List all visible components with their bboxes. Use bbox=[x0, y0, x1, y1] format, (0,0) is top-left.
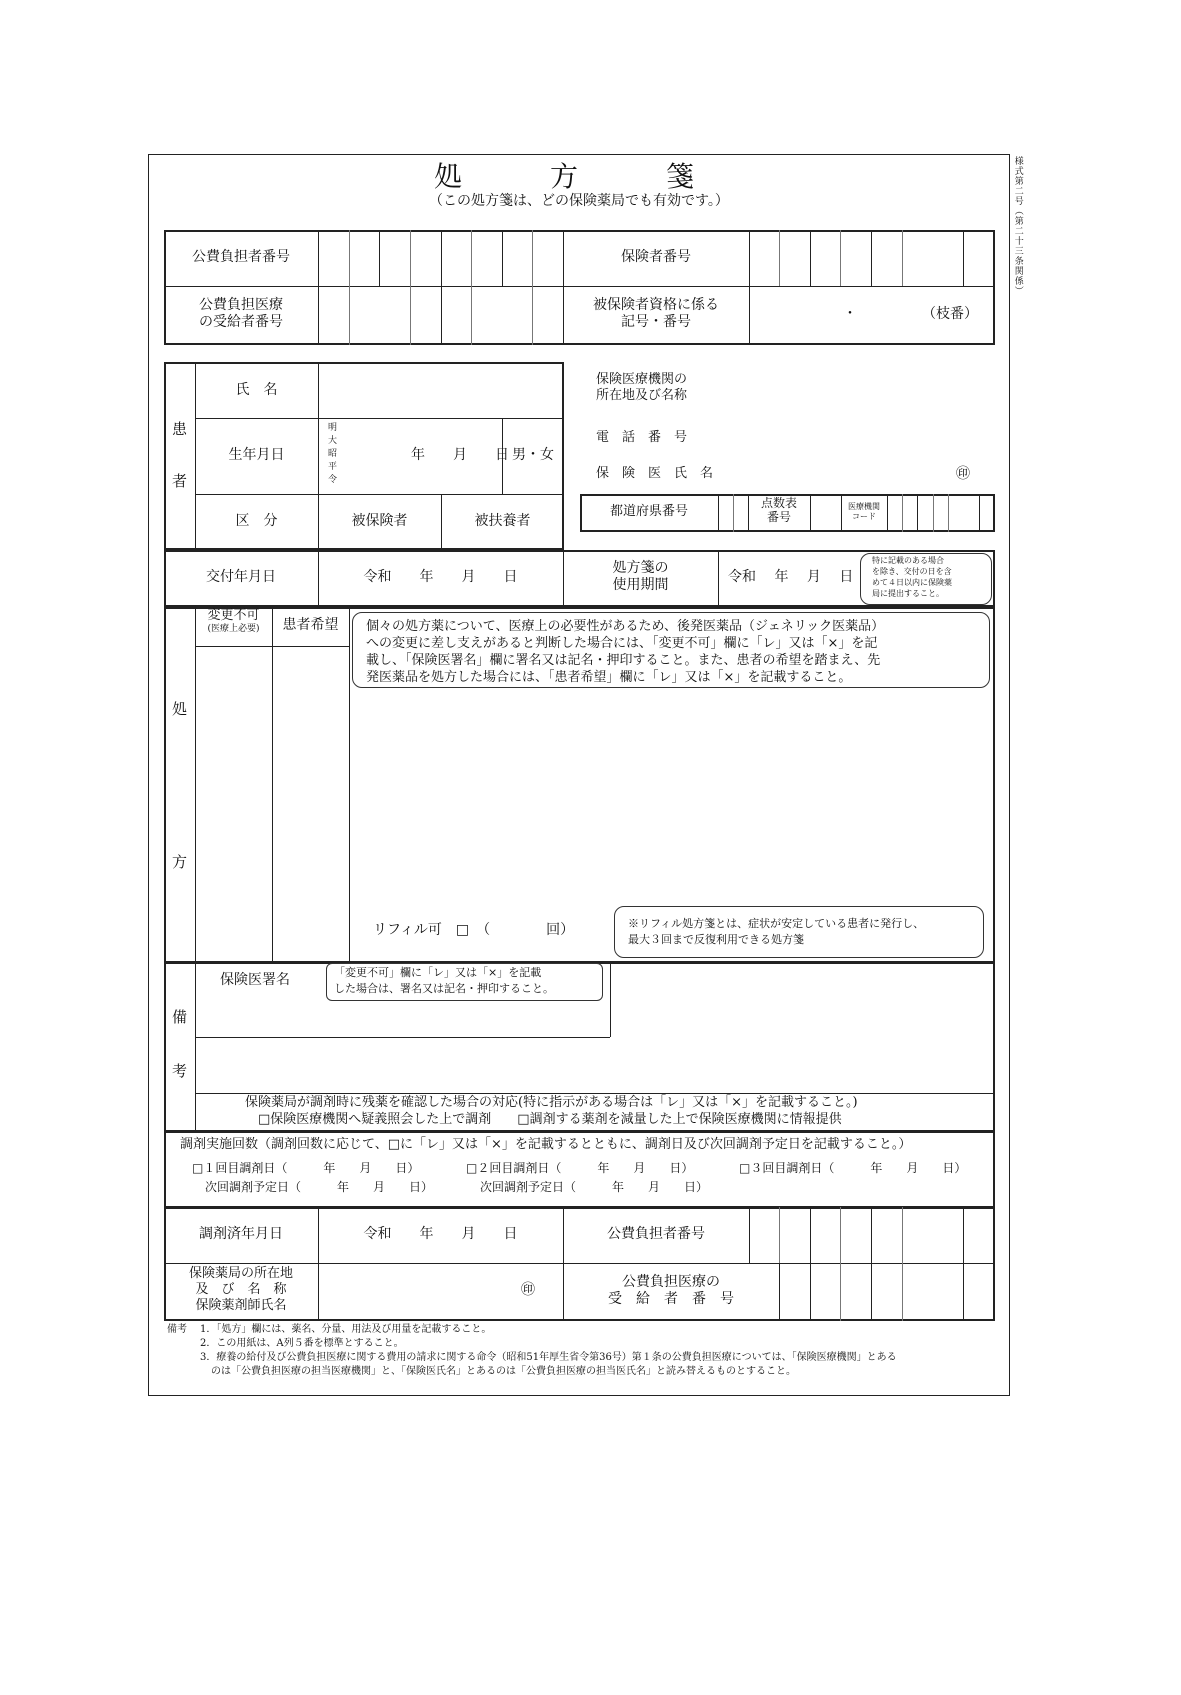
institution-code-label: 医療機関 コード bbox=[848, 502, 880, 521]
footnote-2: 2．この用紙は、A列５番を標準とすること。 bbox=[200, 1338, 404, 1349]
pharmacist-seal: ㊞ bbox=[521, 1282, 535, 1298]
doctor-name-label: 保 険 医 氏 名 bbox=[596, 466, 714, 481]
use-period-label: 処方箋の 使用期間 bbox=[612, 560, 669, 593]
use-period-date[interactable]: 令和 年 月 日 bbox=[728, 569, 854, 585]
footnote-label: 備考 bbox=[167, 1324, 187, 1335]
category-label: 区 分 bbox=[235, 513, 278, 529]
pharmacy-info-label: 保険薬局の所在地 及 び 名 称 保険薬剤師氏名 bbox=[188, 1266, 293, 1313]
phone-label: 電 話 番 号 bbox=[596, 430, 688, 445]
era-list: 明 大 昭 平 令 bbox=[328, 423, 338, 485]
footnote-1: 1．「処方」欄には、薬名、分量、用法及び用量を記載すること。 bbox=[200, 1324, 492, 1335]
dob-label: 生年月日 bbox=[228, 447, 285, 463]
patient-wish-column[interactable] bbox=[274, 648, 347, 960]
dispensed-date-value[interactable]: 令和 年 月 日 bbox=[363, 1226, 518, 1242]
doctor-signature-field[interactable] bbox=[200, 998, 600, 1034]
score-table-label: 点数表 番号 bbox=[760, 496, 797, 525]
third-dispense-date[interactable]: □３回目調剤日（ 年 月 日） bbox=[739, 1161, 967, 1175]
patient-name-label: 氏 名 bbox=[235, 382, 278, 398]
dispensed-date-label: 調剤済年月日 bbox=[199, 1226, 283, 1242]
no-change-column[interactable] bbox=[197, 648, 270, 960]
no-change-label: 変更不可 (医療上必要) bbox=[207, 608, 260, 634]
footnote-3a: 3．療養の給付及び公費負担医療に関する費用の請求に関する命令（昭和51年厚生省令第36号）第１条の公費負担医療については、「保険医療機関」とある bbox=[200, 1352, 897, 1363]
next-dispense-date-2[interactable]: 次回調剤予定日（ 年 月 日） bbox=[480, 1180, 709, 1194]
insured-option[interactable]: 被保険者 bbox=[351, 513, 408, 529]
second-dispense-date[interactable]: □２回目調剤日（ 年 月 日） bbox=[466, 1161, 694, 1175]
patient-name-field[interactable] bbox=[320, 364, 562, 416]
insurer-number-label: 保険者番号 bbox=[621, 249, 691, 265]
public-payer-number-label: 公費負担者番号 bbox=[192, 249, 290, 265]
completion-recipient-label: 公費負担医療の 受 給 者 番 号 bbox=[608, 1274, 734, 1307]
remarks-side-1: 備 bbox=[172, 1008, 188, 1026]
insured-dot: ・ bbox=[843, 306, 857, 322]
dependent-option[interactable]: 被扶養者 bbox=[474, 513, 531, 529]
recipient-number-label: 公費負担医療 の受給者番号 bbox=[199, 297, 283, 330]
prefecture-label: 都道府県番号 bbox=[609, 504, 688, 519]
patient-side-1: 患 bbox=[172, 420, 188, 438]
footnote-3b: のは「公費負担医療の担当医療機関」と、「保険医氏名」とあるのは「公費負担医療の担当医氏名」と読み替えるものとすること。 bbox=[211, 1366, 796, 1377]
patient-side-2: 者 bbox=[172, 472, 188, 490]
form-title: 処 方 箋 bbox=[433, 160, 724, 193]
signature-note-text: 「変更不可」欄に「レ」又は「×」を記載 した場合は、署名又は記名・押印すること。 bbox=[334, 966, 554, 995]
gender-select[interactable]: 男・女 bbox=[512, 447, 554, 463]
form-number-note: 様式第二号（第二十三条関係） bbox=[1012, 156, 1023, 296]
first-dispense-date[interactable]: □１回目調剤日（ 年 月 日） bbox=[192, 1161, 420, 1175]
dispensing-count-instruction: 調剤実施回数（調剤回数に応じて、□に「レ」又は「×」を記載するとともに、調剤日及び次回調剤予定日を記載すること。） bbox=[180, 1137, 912, 1152]
remarks-side-2: 考 bbox=[172, 1062, 188, 1080]
issue-date-value[interactable]: 令和 年 月 日 bbox=[363, 569, 518, 585]
refill-note-text: ※リフィル処方箋とは、症状が安定している患者に発行し、 最大３回まで反復利用できる処方箋 bbox=[628, 917, 925, 946]
refill-checkbox[interactable]: リフィル可 □ （ 回） bbox=[373, 922, 575, 938]
doctor-seal: ㊞ bbox=[956, 466, 970, 482]
dob-ymd: 年 月 日 bbox=[411, 447, 509, 463]
next-dispense-date-1[interactable]: 次回調剤予定日（ 年 月 日） bbox=[205, 1180, 434, 1194]
prescription-side-1: 処 bbox=[172, 700, 188, 718]
branch-number-label: （枝番） bbox=[922, 306, 978, 322]
completion-public-payer-label: 公費負担者番号 bbox=[607, 1226, 705, 1242]
doctor-signature-label: 保険医署名 bbox=[220, 972, 290, 988]
use-period-note-text: 特に記載のある場合 を除き、交付の日を含 めて４日以内に保険薬 局に提出すること。 bbox=[872, 556, 952, 598]
generic-notice-text: 個々の処方薬について、医療上の必要性があるため、後発医薬品（ジェネリック医薬品） への変更に差し支えがあると判断した場合には、「変更不可」欄に「レ」又は「×」を記 載し、「保険医署名」欄に署名又は記名・押印すること。また、患者の希望を踏まえ、先 発医薬品を処方した場合には、「患者希望」欄に「レ」又は「×」を記載すること。 bbox=[366, 619, 885, 685]
insured-symbol-label: 被保険者資格に係る 記号・番号 bbox=[593, 297, 719, 330]
patient-wish-label: 患者希望 bbox=[282, 617, 339, 633]
institution-address-label: 保険医療機関の 所在地及び名称 bbox=[596, 372, 688, 403]
prescription-body[interactable] bbox=[352, 692, 992, 902]
residual-drug-instruction: 保険薬局が調剤時に残薬を確認した場合の対応(特に指示がある場合は「レ」又は「×」を記載すること。) bbox=[245, 1095, 858, 1110]
prescription-side-2: 方 bbox=[172, 853, 188, 871]
form-subtitle: （この処方箋は、どの保険薬局でも有効です。） bbox=[429, 193, 729, 209]
residual-drug-options[interactable]: □保険医療機関へ疑義照会した上で調剤 □調剤する薬剤を減量した上で保険医療機関に情報提供 bbox=[258, 1112, 842, 1127]
issue-date-label: 交付年月日 bbox=[206, 569, 276, 585]
